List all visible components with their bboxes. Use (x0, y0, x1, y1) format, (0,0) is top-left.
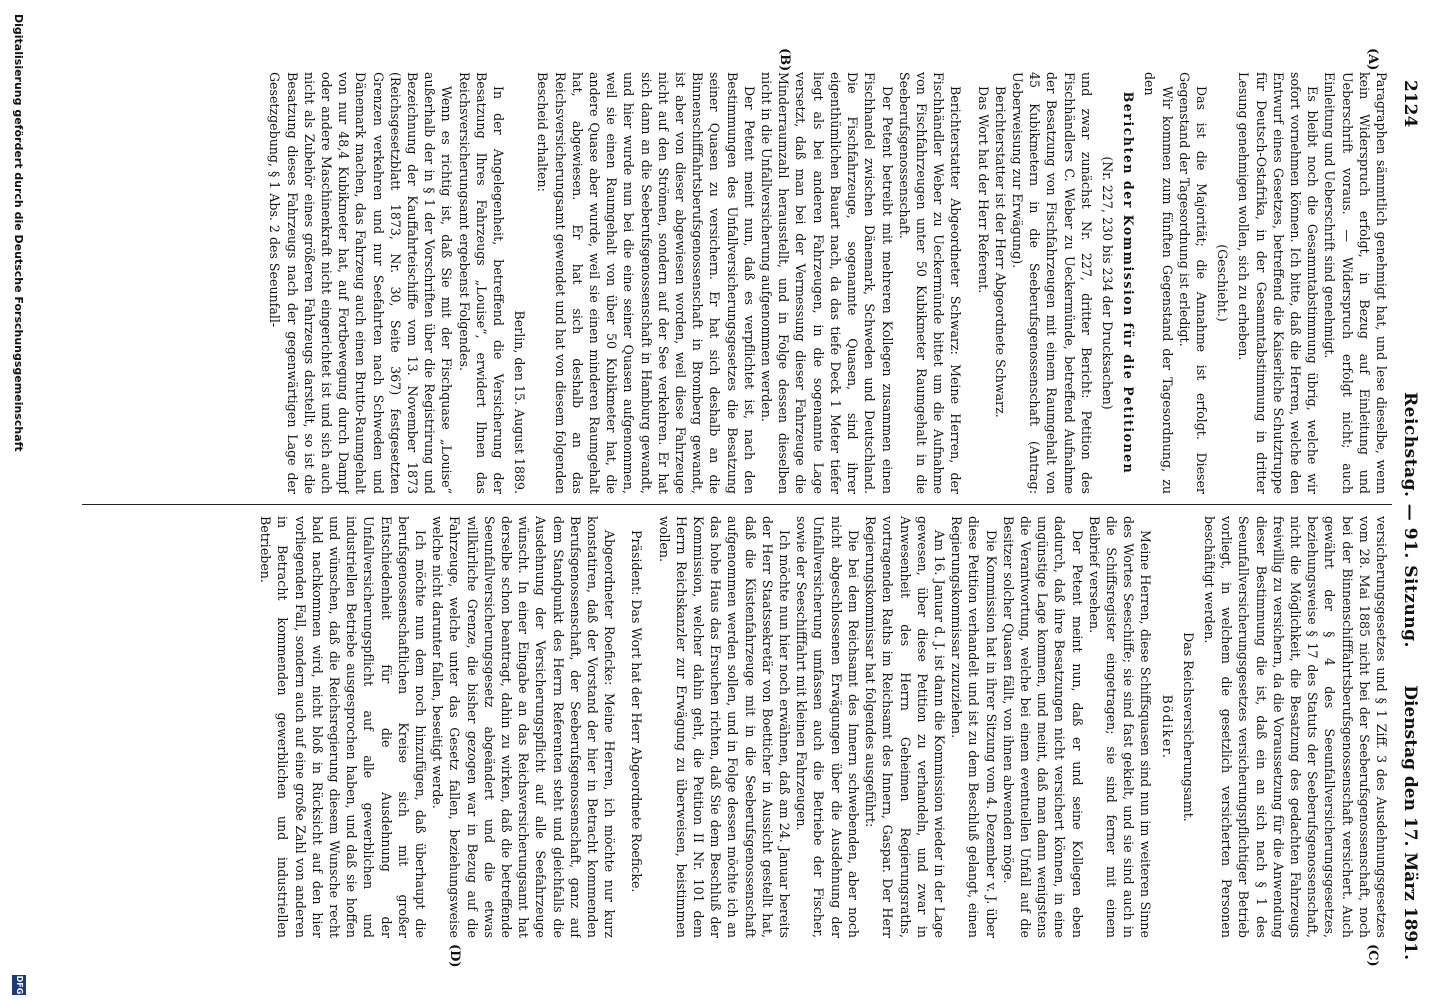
paragraph: Ich möchte nun dem noch hinzufügen, daß überhaupt die berufsgenossenschaftlichen Kreise sich mit großer Entschiedenheit für die Ausdehnung der Unfallversicherungspflicht auf alle gewerblichen und industriellen Betriebe ausgesprochen haben, und daß sie hoffen und wünschen, daß die Reichsregierung diesem Wunsche recht bald nachkommen wird, nicht bloß in Rücksicht auf den hier vorliegenden Fall, sondern auch auf eine große Zahl von anderen in Betracht kommenden gewerblichen und industriellen Betrieben. (258, 516, 429, 938)
left-column (90, 72, 1390, 494)
paragraph: Wir kommen zum fünften Gegenstand der Tagesordnung, zu den (1142, 72, 1175, 494)
paragraph: Der Petent betreibt mit mehreren Kollegen zusammen einen Fischhandel zwischen Dänemark, Schweden und Deutschland. Die Fischfahrzeuge, sogenannte Quasen, sind ihrer eigenthümlichen Bauart nach, da das tiefe Deck 1 Meter tiefer liegt als bei anderen Fahrzeugen, in die sogenannte Lage versetzt, daß man bei der Vermessung dieser Fahrzeuge die Minderraumzahl herausstellt, und in Folge dessen dieselben nicht in die Unfallversicherung aufgenommen werden. (759, 72, 895, 494)
spacer (964, 72, 974, 494)
paragraph: Berichterstatter ist der Herr Abgeordnete Schwarz. (992, 86, 1008, 418)
spacer (618, 516, 628, 938)
paragraph: Die bei dem Reichsamt des Innern schwebenden, aber noch nicht abgeschlossenen Erwägungen über die Ausdehnung der Unfallversicherung umfassen auch die Betriebe der Fischer, sowie der Seeschifffahrt mit kleinen Fahrzeugen. (794, 516, 861, 938)
paragraph: Präsident: Das Wort hat der Herr Abgeordnete Roeficke. (629, 530, 645, 893)
paragraph: und zwar zunächst Nr. 227, dritter Bericht: Petition des Fischhändlers C. Weber zu Ueckermünde, betreffend Aufnahme der Besatzung von Fischfahrzeugen mit einem Raumgehalt von 45 Kubikmetern in die Seeberufsgenossenschaft (Antrag: Ueberweisung zur Erwägung). (1009, 72, 1094, 494)
margin-marker-c: (C) (1365, 944, 1380, 967)
page-title: Reichstag. — 91. Sitzung. (1400, 392, 1420, 648)
digitization-credit: Digitalisierung gefördert durch die Deutsche Forschungsgemeinschaft (12, 14, 25, 452)
paragraph: Abgeordneter Roeficke: Meine Herren, ich möchte nur kurz konstatiren, daß der Vorstand der hier in Betracht kommenden Berufsgenossenschaft, der Seeberufsgenossenschaft, ganz auf dem Standpunkt des Herrn Referenten steht und gleichfalls die Ausdehnung der Versicherungspflicht auf alle Seefahrzeuge wünscht. In einer Eingabe an das Reichsversicherungsamt hat derselbe schon beantragt, dahin zu wirken, daß die betreffende Seeunfallversicherungsgesetz abgeändert und die etwas willkürliche Grenze, die bisher gezogen war in Bezug auf die Fahrzeuge, welche unter das Gesetz fallen, beziehungsweise welche nicht darunter fallen, beseitigt werde. (430, 516, 618, 938)
margin-marker-a: (A) (1365, 48, 1380, 71)
paragraph: Das Wort hat der Herr Referent. (975, 86, 991, 294)
section-subheading: (Nr. 227, 230 bis 234 der Drucksachen) (1099, 156, 1115, 410)
page-number: 2124 (1400, 80, 1420, 128)
session-date: Dienstag den 17. März 1891. (1400, 685, 1420, 960)
paragraph: Der Petent meint nun, daß es verpflichtet ist, nach den Bestimmungen des Unfallversicherungsgesetzes die Besatzung seiner Quasen zu versichern. Er hat sich deshalb an die Binnenschifffahrtsberufsgenossenschaft in Bromberg gewandt, ist aber von dieser abgewiesen worden, weil diese Fahrzeuge nicht auf den Strömen, sondern auf der See verkehren. Er hat sich dann an die Seeberufsgenossenschaft in Hamburg gewandt, und hier wurde nun bei die eine seiner Quasen aufgenommen, weil sie einen Raumgehalt von über 50 Kubikmeter hat, die andere Quase aber wurde, weil sie einen minderen Raumgehalt hat, abgewiesen. Er hat sich deshalb an das Reichsversicherungsamt gewendet und hat von diesem folgenden Bescheid erhalten: (535, 72, 757, 494)
letter-dateline: Berlin, den 15. August 1889. (512, 310, 528, 494)
paragraph: In der Angelegenheit, betreffend die Versicherung der Besatzung Ihres Fahrzeugs „Louise“, erwidert Ihnen das Reichsversicherungsamt ergebenst Folgendes. (456, 72, 507, 494)
right-column (90, 516, 1390, 938)
paragraph: Der Petent meint nun, daß er und seine Kollegen eben dadurch, daß ihre Besatzungen nicht versichert können, in eine ungünstige Lage kommen, und meint, daß man dann wenigstens die Verantwortung, welche bei einem eventuellen Unfall auf die Besitzer solcher Quasen fällt, von ihnen abwenden möge. (1000, 516, 1085, 938)
paragraph: Am 16. Januar d. J. ist dann die Kommission wieder in der Lage gewesen, über diese Petition zu verhandeln, und zwar in Anwesenheit des Herrn Geheimen Regierungsraths, vortragenden Raths im Reichsamt des Innern, Gaspar. Der Herr Regierungskommissar hat folgendes ausgeführt: (863, 516, 947, 938)
column-divider (82, 504, 1392, 505)
paragraph: Ich möchte nun hier noch erwähnen, daß am 24. Januar bereits der Herr Staatssekretär von Boetticher in Aussicht gestellt hat, daß die Küstenfahrzeuge mit in die Seeberufsgenossenschaft aufgenommen werden sollen, und in Folge dessen möchte ich an das hohe Haus das Ersuchen richten, daß Sie dem Beschluß der Kommission, welcher dahin geht, die Petition II Nr. 101 dem Herrn Reichskanzler zur Erwägung zu überweisen, beistimmen wollen. (656, 516, 793, 938)
paragraph: Die Kommission hat in ihrer Sitzung vom 4. Dezember v. J. über diese Petition verhandelt und ist zu dem Beschluß gelangt, einen Regierungskommissar zuzuziehen. (949, 516, 999, 938)
letter-sender: Das Reichsversicherungsamt. (1180, 632, 1196, 822)
letter-signature: Bödiker. (1159, 694, 1175, 760)
dfg-logo: DFG (12, 975, 26, 995)
margin-marker-d: (D) (447, 944, 462, 968)
paragraph: Berichterstatter Abgeordneter Schwarz: Meine Herren, der Fischhändler Weber zu Ueckermünde bittet um die Aufnahme von Fischfahrzeugen unter 50 Kubikmeter Raumgehalt in die Seeberufsgenossenschaft. (896, 72, 964, 494)
paragraph: Wenn es richtig ist, daß Sie mit der Fischquase „Louise“ außerhalb der in § 1 der Vorschriften über die Registrirung und Bezeichnung der Kauffahrteischiffe vom 13. November 1873 (Reichsgesetzblatt 1873, Nr. 30, Seite 367) festgesetzten Grenzen verkehren und nur Seefahrten nach Schweden und Dänemark machen, das Fahrzeug auch einen Brutto-Raumgehalt von nur 48,4 Kubikmeter hat, auf Fortbewegung durch Dampf oder andere Maschinenkraft nicht eingerichtet ist und sich auch nicht als Zubehör eines größeren Fahrzeugs darstellt, so ist die Besatzung dieses Fahrzeugs nach der gegenwärtigen Lage der Gesetzgebung, § 1 Abs. 2 des Seeunfall- (267, 72, 455, 494)
paragraph: Das ist die Majorität; die Annahme ist erfolgt. Dieser Gegenstand der Tagesordnung ist erledigt. (1176, 72, 1209, 494)
paragraph: Meine Herren, diese Schiffsquasen sind nun im weiteren Sinne des Wortes Seeschiffe; sie sind fast gekielt, und sie sind auch in die Schiffsregister eingetragen; sie sind ferner mit einem Beibrief versehen. (1086, 516, 1154, 938)
paragraph: versicherungsgesetzes und § 1 Ziff. 3 des Ausdehnungsgesetzes vom 28. Mai 1885 nicht bei der Seeberufsgenossenschaft, noch bei der Binnenschifffahrtsberufsgenossenschaft versichert. Auch gewährt der § 4 des Seeunfallversicherungsgesetzes, beziehungsweise § 17 des Statuts der Seeberufsgenossenschaft, nicht die Möglichkeit, die Besatzung des gedachten Fahrzeugs freiwillig zu versichern, da die Voraussetzung für die Anwendung dieser Bestimmung die ist, daß ein an sich nach § 1 des Seeunfallversicherungsgesetzes versicherungspflichtiger Betrieb vorliegt, in welchem die gesetzlich versicherten Personen beschäftigt werden. (1201, 516, 1389, 938)
page-footer (6, 0, 28, 1000)
paragraph: Paragraphen sämmtlich genehmigt hat, und lese dieselbe, wenn kein Widerspruch erfolgt, in Bezug auf Einleitung und Ueberschrift voraus. — Widerspruch erfolgt nicht; auch Einleitung und Ueberschrift sind genehmigt. (1322, 72, 1389, 494)
stage-direction: (Geschieht.) (1215, 244, 1231, 322)
margin-marker-b: (B) (777, 48, 792, 72)
section-heading: Berichten der Kommission für die Petitionen (1121, 91, 1137, 475)
spacer (645, 516, 655, 938)
paragraph: Es bleibt noch die Gesammtabstimmung übrig, welche wir sofort vornehmen können. Ich bitte, daß die Herren, welche den Entwurf eines Gesetzes, betreffend die Kaiserliche Schutztruppe für Deutsch-Ostafrika, in der Gesammtabstimmung in dritter Lesung genehmigen wollen, sich zu erheben. (1236, 72, 1321, 494)
page-header (1394, 70, 1424, 970)
